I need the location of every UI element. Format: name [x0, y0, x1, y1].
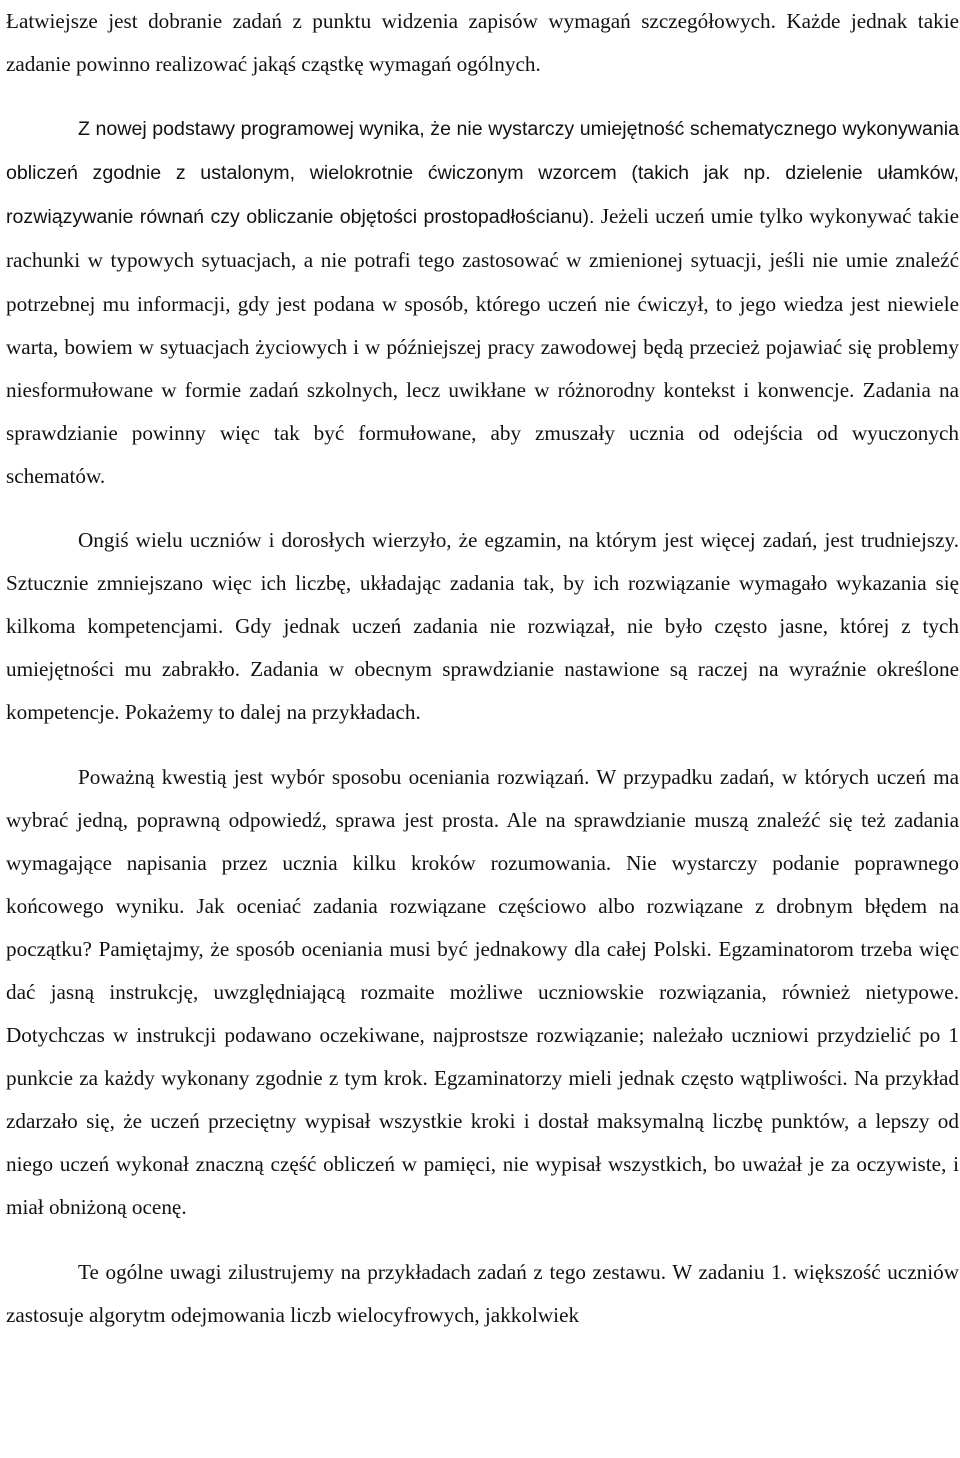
document-page: [6, 0, 959, 1337]
paragraph-5-text: Te ogólne uwagi zilustrujemy na przykładach zadań z tego zestawu. W zadaniu 1. większość uczniów zastosuje algorytm odejmowania liczb wielocyfrowych, jakkolwiek: [6, 1259, 959, 1327]
paragraph-3-text: Ongiś wielu uczniów i dorosłych wierzyło, że egzamin, na którym jest więcej zadań, jest trudniejszy. Sztucznie zmniejszano więc ich liczbę, układając zadania tak, by ich rozwiązanie wymagało wykazania się kilkoma kompetencjami. Gdy jednak uczeń zadania nie rozwiązał, nie było często jasne, której z tych umiejętności mu zabrakło. Zadania w obecnym sprawdzianie nastawione są raczej na wyraźnie określone kompetencje. Pokażemy to dalej na przykładach.: [6, 528, 959, 725]
paragraph-2-sans-text: Z nowej podstawy programowej wynika, że nie wystarczy umiejętność schematycznego wykonywania obliczeń zgodnie z ustalonym, wielokrotnie ćwiczonym wzorcem (takich jak np. dzielenie ułamków, rozwiązywanie równań czy obliczanie objętości prostopadłościanu).: [6, 118, 959, 229]
paragraph-4: [6, 756, 959, 1230]
paragraph-2-text: Jeżeli uczeń umie tylko wykonywać takie rachunki w typowych sytuacjach, a nie potrafi tego zastosować w zmienionej sytuacji, jeśli nie umie znaleźć potrzebnej mu informacji, gdy jest podana w sposób, którego uczeń nie ćwiczył, to jego wiedza jest niewiele warta, bowiem w sytuacjach życiowych i w późniejszej pracy zawodowej będą przecież pojawiać się problemy niesformułowane w formie zadań szkolnych, lecz uwikłane w różnorodny kontekst i konwencje. Zadania na sprawdzianie powinny więc tak być formułowane, aby zmuszały ucznia od odejścia od wyuczonych schematów.: [6, 204, 959, 488]
paragraph-1: [6, 0, 959, 86]
paragraph-5: [6, 1251, 959, 1337]
paragraph-1-text: Łatwiejsze jest dobranie zadań z punktu widzenia zapisów wymagań szczegółowych. Każde jednak takie zadanie powinno realizować jakąś cząstkę wymagań ogólnych.: [6, 9, 959, 77]
paragraph-4-text: Poważną kwestią jest wybór sposobu oceniania rozwiązań. W przypadku zadań, w których uczeń ma wybrać jedną, poprawną odpowiedź, sprawa jest prosta. Ale na sprawdzianie muszą znaleźć się też zadania wymagające napisania przez ucznia kilku kroków rozumowania. Nie wystarczy podanie poprawnego końcowego wyniku. Jak oceniać zadania rozwiązane częściowo albo rozwiązane z drobnym błędem na początku? Pamiętajmy, że sposób oceniania musi być jednakowy dla całej Polski. Egzaminatorom trzeba więc dać jasną instrukcję, uwzględniającą rozmaite możliwe uczniowskie rozwiązania, również nietypowe. Dotychczas w instrukcji podawano oczekiwane, najprostsze rozwiązanie; należało uczniowi przydzielić po 1 punkcie za każdy wykonany zgodnie z tym krok. Egzaminatorzy mieli jednak często wątpliwości. Na przykład zdarzało się, że uczeń przeciętny wypisał wszystkie kroki i dostał maksymalną liczbę punktów, a lepszy od niego uczeń wykonał znaczną część obliczeń w pamięci, nie wypisał wszystkich, bo uważał je za oczywiste, i miał obniżoną ocenę.: [6, 764, 959, 1220]
paragraph-2: [6, 107, 959, 498]
paragraph-3: [6, 519, 959, 734]
